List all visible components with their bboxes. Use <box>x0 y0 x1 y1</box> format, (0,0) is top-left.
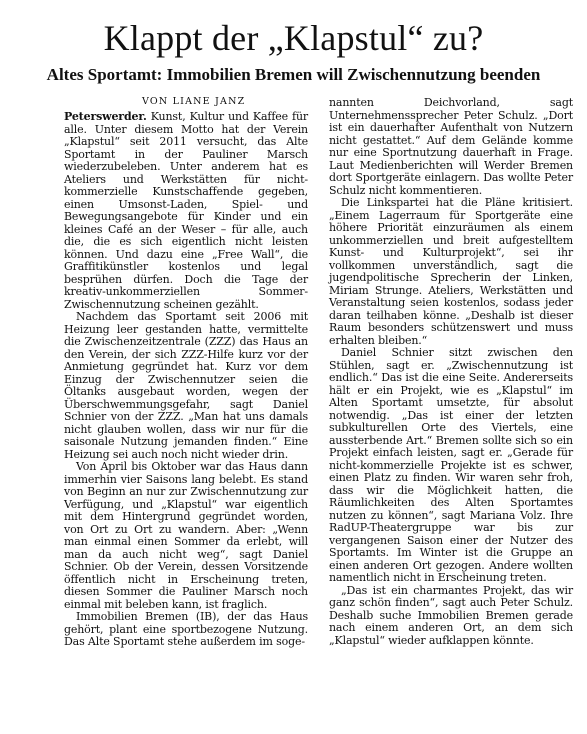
dateline: Peterswerder. <box>64 110 147 123</box>
article-paragraph <box>64 111 308 311</box>
article-paragraph: Immobilien Bremen (IB), der das Haus gehört, plant eine sportbezogene Nutzung. Das Alte Sportamt stehe außerdem im soge- <box>64 610 308 648</box>
article-paragraph: Nachdem das Sportamt seit 2006 mit Heizung leer gestanden hatte, vermittelte die Zwischenzeitzentrale (ZZZ) das Haus an den Verein, der sich ZZZ-Hilfe kurz vor der Anmietung gegründet hat. Kurz vor dem Einzug der Zwischennutzer seien die Öltanks ausgebaut worden, wegen der Überschwemmungsgefahr, sagt Daniel Schnier von der ZZZ. „Man hat uns damals nicht glauben wollen, dass wir nur für die saisonale Nutzung jemanden finden.“ Eine Heizung sei auch noch nicht wieder drin. <box>64 310 308 461</box>
article-paragraph: Daniel Schnier sitzt zwischen den Stühlen, sagt er. „Zwischennutzung ist endlich.“ Das ist die eine Seite. Andererseits hält er ein Projekt, wie es „Klapstul“ im Alten Sportamt umsetzte, für absolut notwendig. „Das ist einer der letzten subkulturellen Orte des Viertels, eine aussterbende Art.“ Bremen sollte sich so ein Projekt einfach leisten, sagt er. „Gerade für nicht-kommerzielle Projekte ist es schwer, einen Platz zu finden. Wir waren sehr froh, dass wir die Möglichkeit hatten, die Räumlichkeiten des Alten Sportamtes nutzen zu können“, sagt Mariana Volz. Ihre RadUP-Theatergruppe war bis zur vergangenen Saison einer der Nutzer des Sportamts. Im Winter ist die Gruppe an einen anderen Ort gezogen. Andere wollten namentlich nicht in Erscheinung treten. <box>329 346 573 584</box>
article-paragraph: „Das ist ein charmantes Projekt, das wir ganz schön finden“, sagt auch Peter Schulz. Deshalb suche Immobilien Bremen gerade nach einem anderen Ort, an dem sich „Klapstul“ wieder aufklappen könnte. <box>329 583 573 647</box>
article-paragraph: nannten Deichvorland, sagt Unternehmenssprecher Peter Schulz. „Dort ist ein dauerhafter Aufenthalt von Nutzern nicht gestattet.“ Auf dem Gelände komme nur eine Sportnutzung dauerhaft in Frage. Laut Medienberichten will Werder Bremen dort Sportgeräte einlagern. Das wollte Peter Schulz nicht kommentieren. <box>329 96 573 197</box>
subheadline: Altes Sportamt: Immobilien Bremen will Zwischennutzung beenden <box>46 65 541 84</box>
article-paragraph: Von April bis Oktober war das Haus dann immerhin vier Saisons lang belebt. Es stand von Beginn an nur zur Zwischennutzung zur Verfügung, und „Klapstul“ war eigentlich mit dem Hintergrund gegründet worden, von Ort zu Ort zu wandern. Aber: „Wenn man einmal einen Sommer da erlebt, will man da auch nicht weg“, sagt Daniel Schnier. Ob der Verein, dessen Vorsitzende öffentlich nicht in Erscheinung treten, diesen Sommer die Pauliner Marsch noch einmal mit beleben kann, ist fraglich. <box>64 460 308 611</box>
headline: Klappt der „Klapstul“ zu? <box>103 18 484 58</box>
article-paragraph: Die Linkspartei hat die Pläne kritisiert. „Einem Lagerraum für Sportgeräte eine höhere Priorität einzuräumen als einem unkommerziellen und breit aufgestelltem Kunst- und Kulturprojekt“, sei ihr vollkommen unverständlich, sagt die jugendpolitische Sprecherin der Linken, Miriam Strunge. Ateliers, Werkstätten und Veranstaltung seien kostenlos, sodass jeder daran teilhaben könne. „Deshalb ist dieser Raum besonders schützenswert und muss erhalten bleiben.“ <box>329 196 573 347</box>
article-column-left <box>64 111 308 649</box>
article-column-right <box>329 97 573 647</box>
byline: VON LIANE JANZ <box>142 96 246 107</box>
paragraph-text: Kunst, Kultur und Kaffee für alle. Unter diesem Motto hat der Verein „Klapstul“ seit 2011 versucht, das Alte Sportamt in der Pauliner Marsch wiederzubeleben. Unter anderem hat es Ateliers und Werkstätten für nicht-kommerzielle Kunstschaffende gegeben, einen Umsonst-Laden, Spiel- und Bewegungsangebote für Kinder und ein kleines Café an der Weser – für alle, auch die, die es sich eigentlich nicht leisten können. Und dazu eine „Free Wall“, die Graffitikünstler kostenlos und legal besprühen dürfen. Doch die Tage der kreativ-unkommerziellen Sommer-Zwischennutzung scheinen gezählt. <box>64 110 308 311</box>
